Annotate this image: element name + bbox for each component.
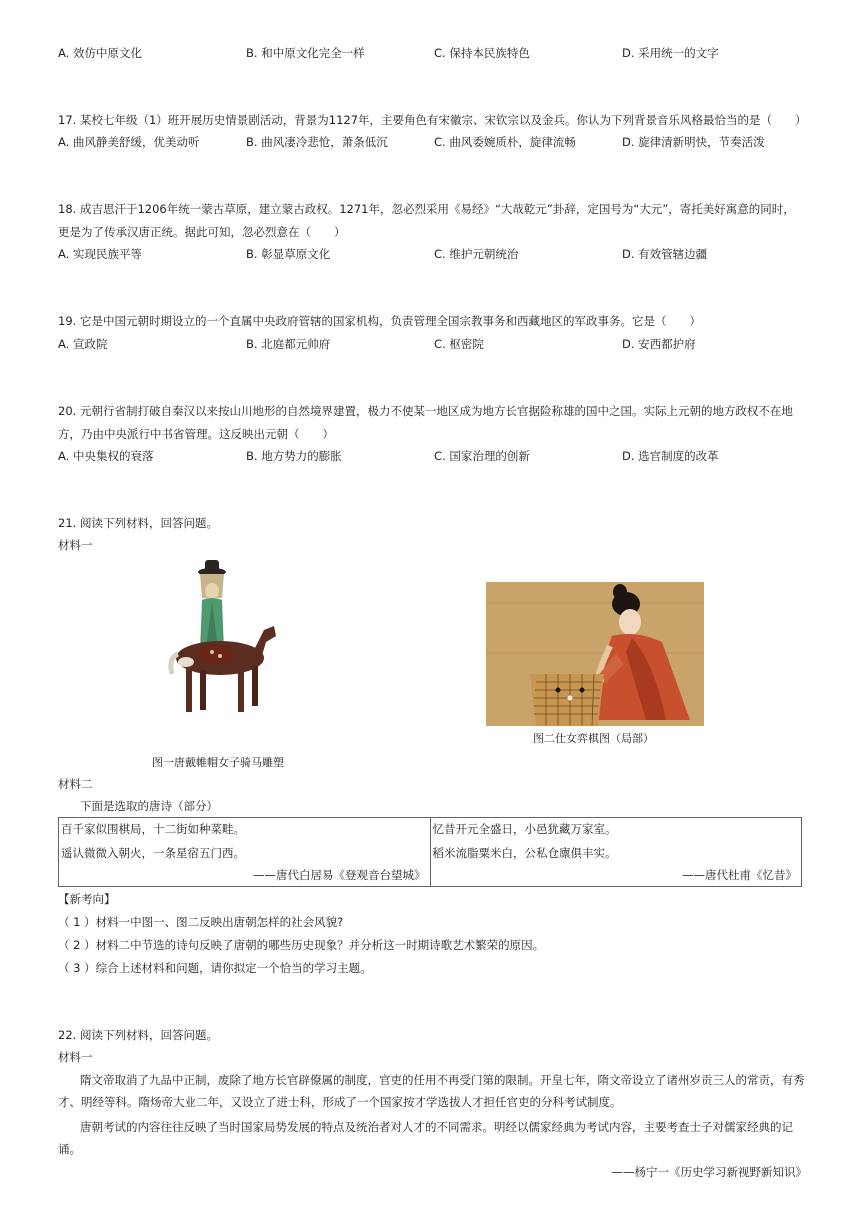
q19-option-d: D. 安西都护府 bbox=[622, 337, 696, 351]
q18-option-b: B. 彰显草原文化 bbox=[246, 247, 331, 261]
q21-tag: 【新考向】 bbox=[58, 892, 116, 906]
poem1-source: ——唐代白居易《登观音台望城》 bbox=[253, 868, 426, 882]
q19-option-b: B. 北庭都元帅府 bbox=[246, 337, 331, 351]
q20-stem-line2: 方，乃由中央派行中书省管理。这反映出元朝（ ） bbox=[58, 427, 334, 441]
figure1-caption: 图一唐戴帷帽女子骑马雕塑 bbox=[152, 756, 284, 769]
poem-cell-bai-juyi bbox=[59, 818, 430, 886]
q18-stem-line1: 18. 成吉思汗于1206年统一蒙古草原，建立蒙古政权。1271年，忽必烈采用《易经》“大哉乾元”卦辞，定国号为“大元”，寄托美好寓意的同时， bbox=[58, 202, 795, 216]
poem1-line2: 遥认微微入朝火，一条星宿五门西。 bbox=[61, 846, 245, 860]
tang-horse-rider-figurine-icon bbox=[160, 558, 280, 718]
q16-option-b: B. 和中原文化完全一样 bbox=[246, 46, 365, 60]
q18-option-a: A. 实现民族平等 bbox=[58, 247, 142, 261]
q22-paragraph-2: 唐朝考试的内容往往反映了当时国家局势发展的特点及统治者对人才的不同需求。明经以儒家经典为考试内容，主要考查士子对儒家经典的记诵。 bbox=[58, 1120, 793, 1156]
q21-subq-3: （ 3 ）综合上述材料和问题，请你拟定一个恰当的学习主题。 bbox=[58, 961, 372, 975]
q21-material2-intro: 下面是选取的唐诗（部分） bbox=[80, 799, 218, 813]
q16-option-c: C. 保持本民族特色 bbox=[434, 46, 530, 60]
q17-option-b: B. 曲风凄冷悲怆，萧条低沉 bbox=[246, 135, 388, 149]
q21-subq-1: （ 1 ）材料一中图一、图二反映出唐朝怎样的社会风貌? bbox=[58, 915, 344, 929]
poem2-source: ——唐代杜甫《忆昔》 bbox=[682, 868, 797, 882]
poem-table bbox=[58, 817, 802, 887]
q16-option-d: D. 采用统一的文字 bbox=[622, 46, 719, 60]
q22-stem: 22. 阅读下列材料，回答问题。 bbox=[58, 1028, 218, 1042]
q17-stem: 17. 某校七年级（1）班开展历史情景剧活动，背景为1127年，主要角色有宋徽宗、宋钦宗以及金兵。你认为下列背景音乐风格最恰当的是（ ） bbox=[58, 113, 807, 127]
q17-option-d: D. 旋律清新明快，节奏活泼 bbox=[622, 135, 765, 149]
q18-stem-line2: 更是为了传承汉唐正统。据此可知，忽必烈意在（ ） bbox=[58, 225, 346, 239]
q17-option-c: C. 曲风委婉质朴，旋律流畅 bbox=[434, 135, 576, 149]
q22-paragraph-1: 隋文帝取消了九品中正制，废除了地方长官辟僚属的制度，官吏的任用不再受门第的限制。开皇七年，隋文帝设立了诸州岁贡三人的常贡，有秀才、明经等科。隋炀帝大业二年，又设立了进士科，形成了一个国家按才学选拔人才担任官吏的分科考试制度。 bbox=[58, 1073, 805, 1109]
q18-option-d: D. 有效管辖边疆 bbox=[622, 247, 708, 261]
q21-material1-label: 材料一 bbox=[58, 538, 93, 552]
court-lady-playing-go-painting-icon bbox=[486, 582, 704, 726]
q20-option-b: B. 地方势力的膨胀 bbox=[246, 449, 342, 463]
q20-option-c: C. 国家治理的创新 bbox=[434, 449, 530, 463]
q20-option-d: D. 选官制度的改革 bbox=[622, 449, 719, 463]
poem2-line1: 忆昔开元全盛日，小邑犹藏万家室。 bbox=[432, 822, 617, 836]
q21-subq-2: （ 2 ）材料二中节选的诗句反映了唐朝的哪些历史现象？并分析这一时期诗歌艺术繁荣的原因。 bbox=[58, 938, 545, 952]
q22-source: ——杨宁一《历史学习新视野新知识》 bbox=[611, 1165, 807, 1179]
q21-stem: 21. 阅读下列材料，回答问题。 bbox=[58, 516, 218, 530]
q19-stem: 19. 它是中国元朝时期设立的一个直属中央政府管辖的国家机构，负责管理全国宗教事务和西藏地区的军政事务。它是（ ） bbox=[58, 314, 701, 328]
q20-stem-line1: 20. 元朝行省制打破自秦汉以来按山川地形的自然境界建置，极力不使某一地区成为地方长官据险称雄的国中之国。实际上元朝的地方政权不在地 bbox=[58, 404, 793, 418]
q17-option-a: A. 曲风静美舒缓，优美动听 bbox=[58, 135, 200, 149]
q16-option-a: A. 效仿中原文化 bbox=[58, 46, 142, 60]
q19-option-c: C. 枢密院 bbox=[434, 337, 484, 351]
figure2-caption: 图二仕女弈棋图（局部） bbox=[533, 732, 654, 745]
q21-material2-label: 材料二 bbox=[58, 777, 93, 791]
q18-option-c: C. 维护元朝统治 bbox=[434, 247, 519, 261]
poem2-line2: 稻米流脂粟米白，公私仓廪俱丰实。 bbox=[432, 846, 617, 860]
q19-option-a: A. 宣政院 bbox=[58, 337, 108, 351]
q20-option-a: A. 中央集权的衰落 bbox=[58, 449, 154, 463]
poem1-line1: 百千家似围棋局，十二街如种菜畦。 bbox=[61, 822, 245, 836]
q22-material1-label: 材料一 bbox=[58, 1050, 93, 1064]
poem-cell-du-fu bbox=[430, 818, 802, 886]
